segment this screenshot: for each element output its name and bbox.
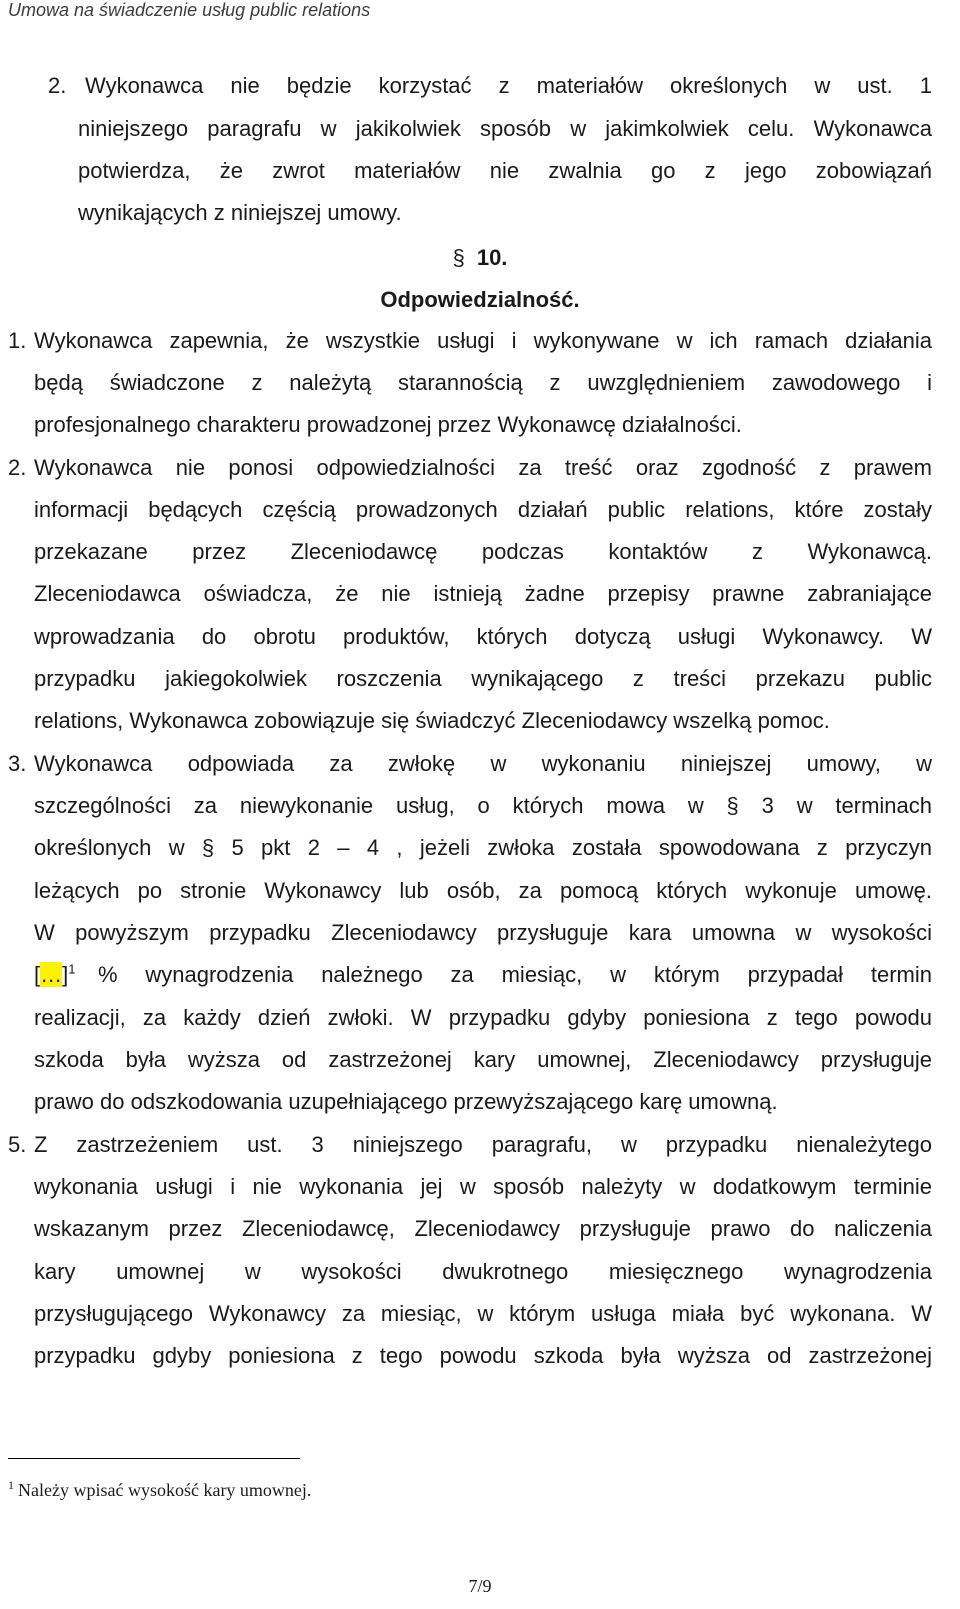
penalty-placeholder: […]$^1$	[34, 961, 76, 987]
paragraph-line: prawo do odszkodowania uzupełniającego przewyższającego karę umowną.	[34, 1089, 778, 1114]
footnote	[8, 1478, 311, 1501]
placeholder-highlight: …	[40, 962, 63, 987]
paragraph-line: profesjonalnego charakteru prowadzonej przez Wykonawcę działalności.	[34, 412, 742, 437]
item-number: 1.	[8, 328, 27, 353]
paragraph-line: określonych w § 5 pkt 2 – 4 , jeżeli zwłoka została spowodowana z przyczyn	[34, 835, 932, 860]
paragraph-line: Wykonawca nie ponosi odpowiedzialności za treść oraz zgodność z prawem	[34, 455, 932, 480]
paragraph-line: Zleceniodawca oświadcza, że nie istnieją żadne przepisy prawne zabraniające	[34, 581, 932, 606]
paragraph-line: Wykonawca odpowiada za zwłokę w wykonaniu niniejszej umowy, w	[34, 751, 932, 776]
paragraph-line: wskazanym przez Zleceniodawcę, Zleceniodawcy przysługuje prawo do naliczenia	[34, 1216, 932, 1241]
paragraph-line: wynikających z niniejszej umowy.	[78, 200, 402, 225]
paragraph-line: przypadku gdyby poniesiona z tego powodu szkoda była wyższa od zastrzeżonej	[34, 1343, 932, 1368]
paragraph-line: informacji będących częścią prowadzonych działań public relations, które zostały	[34, 497, 932, 522]
paragraph-line: realizacji, za każdy dzień zwłoki. W przypadku gdyby poniesiona z tego powodu	[34, 1005, 932, 1030]
paragraph-line: % wynagrodzenia należnego za miesiąc, w którym przypadał termin	[98, 962, 932, 987]
paragraph-line: leżących po stronie Wykonawcy lub osób, za pomocą których wykonuje umowę.	[34, 878, 932, 903]
paragraph-line: będą świadczone z należytą starannością z uwzględnieniem zawodowego i	[34, 370, 932, 395]
paragraph-line: szkoda była wyższa od zastrzeżonej kary umownej, Zleceniodawcy przysługuje	[34, 1047, 932, 1072]
footnote-divider	[8, 1458, 300, 1459]
paragraph-line: W powyższym przypadku Zleceniodawcy przysługuje kara umowna w wysokości	[34, 920, 932, 945]
footnote-text: Należy wpisać wysokość kary umownej.	[18, 1480, 312, 1500]
paragraph-line: niniejszego paragrafu w jakikolwiek sposób w jakimkolwiek celu. Wykonawca	[78, 116, 932, 141]
paragraph-line: szczególności za niewykonanie usług, o których mowa w § 3 w terminach	[34, 793, 932, 818]
paragraph-line: przysługującego Wykonawcy za miesiąc, w którym usługa miała być wykonana. W	[34, 1301, 932, 1326]
paragraph-line: Z zastrzeżeniem ust. 3 niniejszego paragrafu, w przypadku nienależytego	[34, 1132, 932, 1157]
page-number: 7/9	[468, 1576, 492, 1596]
paragraph-line: wprowadzania do obrotu produktów, których dotyczą usługi Wykonawcy. W	[34, 624, 932, 649]
item-number: 3.	[8, 751, 27, 776]
paragraph-line: Wykonawca nie będzie korzystać z materiałów określonych w ust. 1	[85, 73, 932, 98]
section-symbol: §	[452, 245, 465, 270]
item-number: 2.	[48, 73, 67, 98]
paragraph-line: przekazane przez Zleceniodawcę podczas kontaktów z Wykonawcą.	[34, 539, 932, 564]
section-number: § 10.	[452, 245, 508, 270]
footnote-ref: 1	[68, 961, 76, 977]
paragraph-line: relations, Wykonawca zobowiązuje się świadczyć Zleceniodawcy wszelką pomoc.	[34, 708, 830, 733]
section-title: Odpowiedzialność.	[380, 287, 580, 312]
item-number: 5.	[8, 1132, 27, 1157]
paragraph-line: Wykonawca zapewnia, że wszystkie usługi i wykonywane w ich ramach działania	[34, 328, 932, 353]
document-header: Umowa na świadczenie usług public relations	[8, 0, 371, 20]
paragraph-line: wykonania usługi i nie wykonania jej w sposób należyty w dodatkowym terminie	[34, 1174, 932, 1199]
paragraph-line: potwierdza, że zwrot materiałów nie zwalnia go z jego zobowiązań	[78, 158, 932, 183]
footnote-number: 1	[8, 1478, 14, 1492]
item-number: 2.	[8, 455, 27, 480]
paragraph-line: przypadku jakiegokolwiek roszczenia wynikającego z treści przekazu public	[34, 666, 932, 691]
paragraph-line: kary umownej w wysokości dwukrotnego miesięcznego wynagrodzenia	[34, 1259, 932, 1284]
